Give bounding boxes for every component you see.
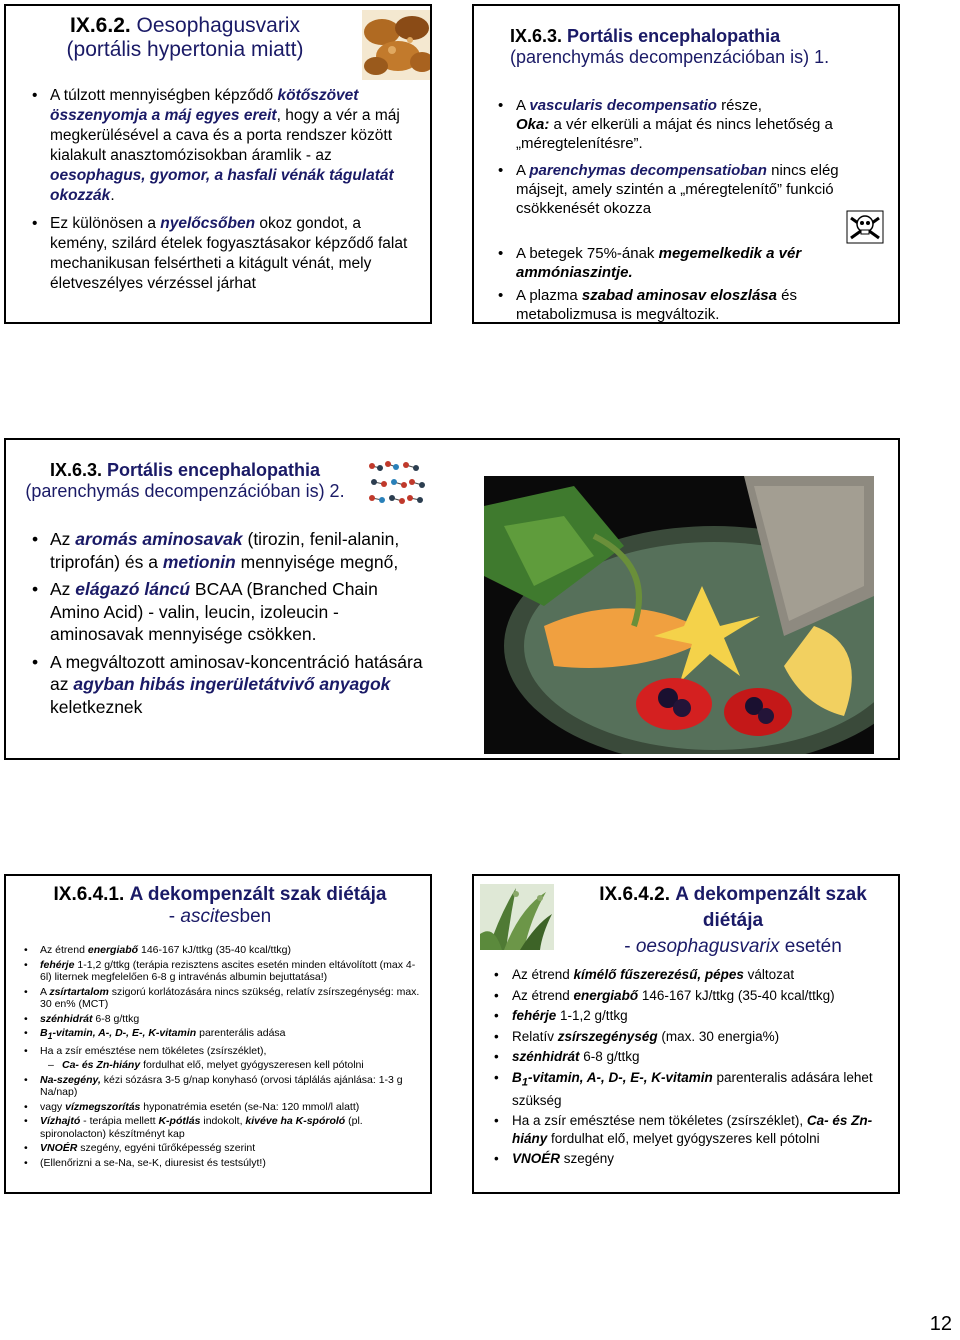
list-item — [512, 966, 887, 984]
text: Ez különösen a — [50, 215, 161, 232]
text: - terápia mellett — [80, 1115, 159, 1128]
list-item — [512, 1007, 887, 1025]
text: Relatív — [512, 1028, 558, 1044]
emphasis: kötőszövet összenyomja a máj egyes ereit — [50, 87, 359, 124]
slide-oesophagusvarix-dieta — [472, 874, 900, 1194]
text: 6-8 g/ttkg — [92, 1012, 140, 1025]
list-item — [516, 244, 881, 282]
title-main: Portális encephalopathia — [106, 460, 321, 480]
slide-portalis-encephalopathia-2 — [4, 438, 900, 760]
text: mennyisége megnő, — [235, 551, 399, 572]
title-dash: - — [168, 905, 181, 927]
food-photo — [362, 10, 432, 80]
text: (Ellenőrizni a se-Na, se-K, diuresist és testsúlyt!) — [40, 1156, 266, 1169]
list-item — [512, 1112, 887, 1147]
text: A plazma — [516, 287, 582, 304]
emphasis: Oka: — [516, 116, 550, 133]
text: parenterális adása — [196, 1027, 286, 1039]
slide-title — [20, 14, 350, 62]
title-main: Oesophagusvarix — [136, 14, 300, 37]
emphasis: zsírtartalom — [49, 985, 109, 998]
text: . — [110, 187, 115, 204]
emphasis: fehérje — [40, 958, 75, 971]
emphasis: megemelkedik a vér ammóniaszintje. — [516, 245, 802, 281]
list-item — [516, 161, 846, 218]
emphasis: vízmegszorítás — [65, 1100, 141, 1113]
text: (tirozin, fenil-alanin, triprofán) és a — [50, 529, 400, 572]
emphasis: B — [512, 1069, 522, 1085]
text: A — [516, 162, 530, 179]
emphasis: aromás aminosavak — [75, 529, 243, 549]
text: szigorú korlátozására nincs szükség, relatív zsírszegénység: max. 30 en% (MCT) — [40, 985, 420, 1010]
text: parenteralis adására lehet szükség — [512, 1069, 873, 1108]
emphasis: energiabő — [87, 944, 139, 956]
text: szegény, egyéni tűrőképesség szerint — [77, 1142, 256, 1155]
emphasis: K-pótlás — [158, 1115, 201, 1128]
text: A betegek 75%-ának — [516, 245, 659, 262]
text: része, — [716, 97, 762, 114]
emphasis: -vitamin, A-, D-, E-, K-vitamin — [52, 1027, 197, 1039]
text: kézi sózásra 3-5 g/nap konyhasó (orvosi táplálás ajánlása: 1-3 g Na/nap) — [40, 1073, 403, 1099]
text: (pl. spironolacton) készítményt kap — [40, 1115, 363, 1140]
slide-title — [574, 882, 892, 960]
title-main: Portális encephalopathia — [567, 26, 781, 46]
list-item — [50, 214, 420, 294]
list-item — [50, 578, 425, 646]
grass-photo — [480, 884, 554, 950]
title-code: IX.6.3. — [49, 460, 102, 480]
bullet-list — [516, 96, 881, 324]
list-item — [512, 987, 887, 1005]
list-item — [40, 1142, 420, 1155]
subscript: 1 — [521, 1076, 529, 1089]
title-sub: (parenchymás decompenzációban is) 1. — [510, 46, 830, 67]
emphasis: Ca- és Zn-hiány — [512, 1113, 873, 1146]
text: Az — [50, 579, 76, 599]
list-item — [512, 1150, 887, 1168]
list-item — [50, 651, 425, 719]
list-item — [40, 959, 420, 984]
text: indokolt, — [200, 1115, 246, 1128]
emphasis: Na-szegény, — [40, 1073, 101, 1086]
molecule-cluster-icon — [366, 458, 430, 512]
emphasis: agyban hibás ingerületátvivő anyagok — [73, 674, 391, 694]
emphasis: oesophagus, gyomor, a hasfali vénák tágulatát okozzák — [50, 167, 394, 204]
title-code: IX.6.4.2. — [599, 884, 671, 905]
list-item — [512, 1048, 887, 1066]
slide-title — [20, 460, 350, 501]
text: Az étrend — [512, 987, 574, 1003]
text: 146-167 kJ/ttkg (35-40 kcal/ttkg) — [638, 987, 835, 1003]
title-main: A dekompenzált szak diétája — [675, 884, 867, 931]
list-item-sub — [62, 1059, 420, 1072]
list-item — [512, 1028, 887, 1046]
emphasis: VNOÉR — [512, 1151, 561, 1167]
list-item — [516, 96, 881, 153]
emphasis: energiabő — [573, 987, 639, 1003]
title-sub: (portális hypertonia miatt) — [66, 38, 304, 62]
text: (max. 30 energia%) — [657, 1028, 780, 1044]
list-item — [40, 1157, 420, 1170]
list-item — [50, 86, 420, 206]
list-item — [40, 1115, 420, 1140]
page-number: 12 — [929, 1313, 952, 1335]
text: A megváltozott aminosav-koncentráció hatására az — [50, 651, 423, 694]
emphasis: -vitamin, A-, D-, E-, K-vitamin — [528, 1069, 713, 1085]
text: okoz gondot, a kemény, szilárd ételek fogyasztásakor képződő falat mechanikusan felsértheti a kitágult vénát, mely életveszélyes vérzéssel járhat — [50, 215, 408, 292]
text: nincs elég májsejt, amely szintén a „méregtelenítő” funkció csökkenését okozza — [516, 162, 839, 217]
emphasis: zsírszegénység — [557, 1028, 658, 1044]
text: vagy — [40, 1100, 66, 1113]
subscript: 1 — [47, 1031, 53, 1042]
list-item — [40, 1074, 420, 1099]
slide-oesophagusvarix — [4, 4, 432, 324]
emphasis: fehérje — [512, 1008, 557, 1023]
text: , hogy a vér a máj megkerülésével a cava és a porta rendszer között kialakult anasztomózisokban áramlik - az — [50, 107, 400, 164]
emphasis: szénhidrát — [40, 1012, 93, 1025]
text: a vér elkerüli a májat és nincs lehetőség a „méregtelenítésre”. — [516, 116, 833, 152]
text: A — [40, 985, 50, 998]
emphasis: elágazó láncú — [75, 579, 191, 599]
emphasis: szénhidrát — [512, 1049, 580, 1064]
text: A túlzott mennyiségben képződő — [50, 87, 278, 104]
text: hyponatrémia esetén (se-Na: 120 mmol/l alatt) — [140, 1100, 360, 1113]
emphasis: szabad aminosav eloszlása — [581, 287, 777, 304]
title-code: IX.6.4.1. — [53, 884, 125, 905]
bullet-list — [50, 86, 420, 302]
title-suffix: ben — [239, 905, 272, 927]
text: Az étrend — [512, 967, 574, 982]
text: 6-8 g/ttkg — [579, 1049, 640, 1064]
title-emphasis: ascites — [180, 905, 240, 927]
list-item — [50, 528, 425, 573]
text: és metabolizmusa is megváltozik. — [516, 287, 797, 323]
title-emphasis: oesophagusvarix — [635, 936, 780, 957]
skull-crossbones-icon — [846, 210, 884, 244]
bullet-list — [40, 944, 420, 1171]
slide-title — [20, 884, 420, 928]
title-main: A dekompenzált szak diétája — [129, 884, 387, 905]
slide-ascites-dieta — [4, 874, 432, 1194]
emphasis: nyelőcsőben — [160, 215, 256, 232]
text: A — [516, 97, 530, 114]
text: BCAA (Branched Chain Amino Acid) - valin, leucin, izoleucin - aminosavak mennyisége csökken. — [50, 579, 378, 644]
emphasis: VNOÉR — [40, 1142, 78, 1155]
text: 146-167 kJ/ttkg (35-40 kcal/ttkg) — [138, 944, 291, 956]
emphasis: metionin — [162, 551, 236, 572]
text: fordulhat elő, melyet gyógyszeres kell pótolni — [547, 1130, 820, 1146]
text: keletkeznek — [50, 696, 143, 717]
text: 1-1,2 g/ttkg — [556, 1008, 628, 1023]
text: szegény — [560, 1151, 615, 1167]
text: Ha a zsír emésztése nem tökéletes (zsírszéklet), — [512, 1113, 807, 1129]
title-sub: (parenchymás decompenzációban is) 2. — [25, 480, 345, 501]
emphasis: Ca- és Zn-hiány — [62, 1059, 141, 1072]
bullet-list — [512, 966, 887, 1171]
text: változat — [743, 967, 795, 982]
emphasis: vascularis decompensatio — [529, 97, 717, 114]
slide-portalis-encephalopathia-1 — [472, 4, 900, 324]
list-item — [40, 1013, 420, 1026]
list-item — [40, 944, 420, 957]
title-dash: - — [624, 936, 636, 957]
title-code: IX.6.2. — [70, 14, 131, 37]
emphasis: kivéve ha K-spóroló — [245, 1115, 346, 1128]
slide-title — [484, 26, 884, 67]
plate-photo — [484, 476, 874, 754]
text: Az étrend — [40, 944, 88, 956]
title-code: IX.6.3. — [510, 26, 563, 46]
text: 1-1,2 g/ttkg (terápia rezisztens ascites esetén minden eltávolított (max 4-6l) liternek megfelelően 6-8 g intravénás albumin bejuttatása!) — [40, 958, 416, 983]
emphasis: kímélő fűszerezésű, pépes — [573, 967, 744, 982]
text: Az — [50, 529, 76, 549]
text: Ha a zsír emésztése nem tökéletes (zsírszéklet), — [40, 1044, 267, 1057]
list-item — [40, 1027, 420, 1043]
list-item — [40, 1101, 420, 1114]
emphasis: B — [40, 1027, 48, 1039]
title-suffix: esetén — [779, 936, 842, 957]
list-item — [512, 1069, 887, 1110]
list-item — [516, 286, 881, 324]
bullet-list — [50, 528, 425, 723]
emphasis: parenchymas decompensatioban — [529, 162, 767, 179]
emphasis: Vízhajtó — [40, 1115, 81, 1128]
list-item — [40, 1045, 420, 1058]
list-item — [40, 986, 420, 1011]
text: fordulhat elő, melyet gyógyszeresen kell pótolni — [140, 1059, 364, 1072]
